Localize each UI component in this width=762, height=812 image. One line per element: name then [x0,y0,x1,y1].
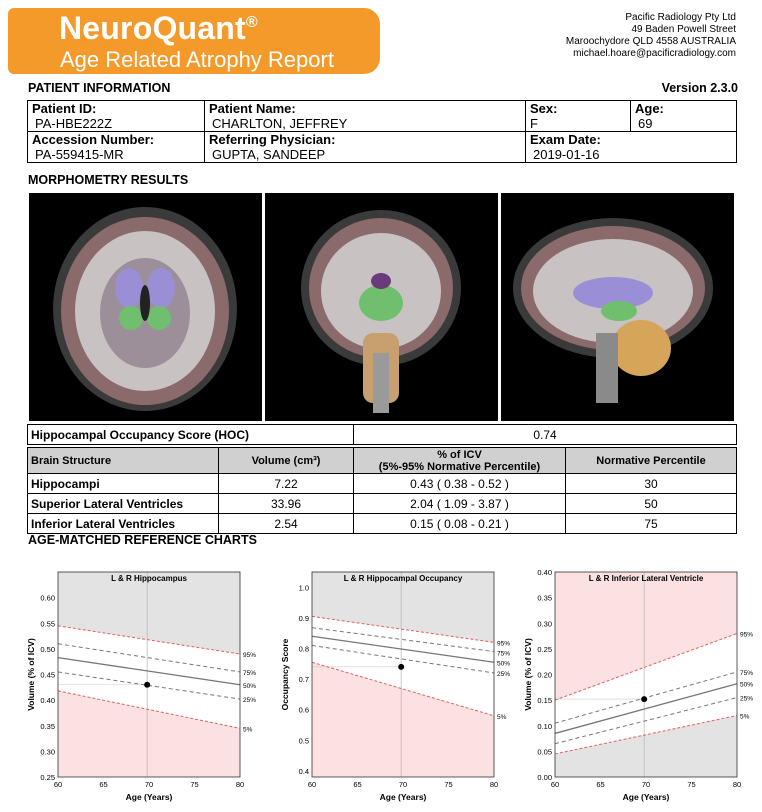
patient-data-point [641,696,647,702]
x-axis-label: Age (Years) [379,792,427,802]
y-tick-label: 0.30 [537,619,552,629]
accession-label: Accession Number: [32,132,155,147]
row-structure: Superior Lateral Ventricles [28,494,219,514]
row-volume: 2.54 [219,514,354,534]
row-volume: 7.22 [219,474,354,494]
section-charts: AGE-MATCHED REFERENCE CHARTS [28,533,257,547]
clinic-address [566,12,736,60]
clinic-street: 49 Baden Powell Street [631,24,736,35]
x-tick-label: 80 [235,780,245,789]
y-tick-label: 0.20 [537,670,552,680]
referring-physician: GUPTA, SANDEEP [212,147,326,162]
y-tick-label: 0.8 [298,644,309,654]
chart-title: L & R Inferior Lateral Ventricle [588,574,704,583]
patient-id-label: Patient ID: [32,101,97,116]
report-subtitle: Age Related Atrophy Report [60,47,334,72]
chart-hippocampal-occupancy [262,560,512,808]
percentile-label: 5% [497,713,507,721]
header-icv-line2: (5%-95% Normative Percentile) [378,460,541,473]
mri-sagittal-image [501,193,734,421]
results-table [27,447,737,534]
chart-hippocampus [8,560,258,808]
sagittal-brain-graphic [501,193,734,421]
table-row [28,474,737,494]
clinic-city: Maroochydore QLD 4558 AUSTRALIA [565,36,736,47]
percentile-label: 50% [740,681,754,689]
header-percentile: Normative Percentile [566,448,737,474]
patient-info-table [27,100,737,163]
row-percentile: 30 [566,474,737,494]
header-structure: Brain Structure [28,448,219,474]
row-percentile: 50 [566,494,737,514]
percentile-label: 25% [243,697,257,705]
y-tick-label: 0.40 [40,696,55,706]
x-tick-label: 75 [687,780,696,789]
y-tick-label: 1.0 [298,583,309,593]
row-icv: 2.04 ( 1.09 - 3.87 ) [354,494,566,514]
x-tick-label: 60 [550,780,560,789]
header-icv [354,448,566,474]
y-tick-label: 0.25 [537,644,552,654]
percentile-label: 75% [243,669,257,677]
patient-data-point [398,664,404,670]
x-tick-label: 75 [190,780,199,789]
patient-name: CHARLTON, JEFFREY [212,116,348,131]
x-tick-label: 75 [444,780,453,789]
percentile-label: 50% [497,660,511,668]
clinic-email[interactable]: michael.hoare@pacificradiology.com [573,48,736,59]
x-tick-label: 70 [144,780,154,789]
x-axis-label: Age (Years) [125,792,173,802]
exam-date-label: Exam Date: [530,132,601,147]
mri-coronal-image [265,193,498,421]
x-tick-label: 65 [99,780,108,789]
sex-label: Sex: [530,101,558,116]
x-tick-label: 80 [732,780,742,789]
y-tick-label: 0.15 [537,696,552,706]
version-label: Version 2.3.0 [661,81,738,95]
percentile-label: 50% [243,682,257,690]
y-tick-label: 0.05 [537,747,552,757]
percentile-label: 95% [740,631,754,639]
header-icv-line1: % of ICV [437,448,482,461]
patient-name-label: Patient Name: [209,101,296,116]
y-tick-label: 0.60 [40,593,55,603]
patient-data-point [144,682,150,688]
row-volume: 33.96 [219,494,354,514]
hoc-label: Hippocampal Occupancy Score (HOC) [28,425,354,445]
y-tick-label: 0.40 [537,568,552,577]
patient-age: 69 [638,116,653,131]
axial-brain-graphic [29,193,262,421]
table-row [28,494,737,514]
row-percentile: 75 [566,514,737,534]
section-morphometry: MORPHOMETRY RESULTS [28,173,189,187]
header-volume: Volume (cm³) [219,448,354,474]
x-tick-label: 70 [641,780,651,789]
section-patient-info: PATIENT INFORMATION [28,81,171,95]
x-tick-label: 80 [489,780,499,789]
x-tick-label: 65 [353,780,362,789]
hoc-table [27,424,737,445]
y-axis-label: Volume (% of ICV) [523,638,533,711]
y-tick-label: 0.45 [40,670,55,680]
percentile-label: 75% [740,669,754,677]
y-tick-label: 0.6 [298,705,309,715]
y-tick-label: 0.7 [298,675,309,685]
x-tick-label: 70 [398,780,408,789]
accession-number: PA-559415-MR [35,147,124,162]
percentile-label: 25% [497,670,511,678]
y-tick-label: 0.55 [40,619,55,629]
x-tick-label: 60 [53,780,63,789]
y-tick-label: 0.9 [298,613,309,623]
x-tick-label: 60 [307,780,317,789]
percentile-label: 95% [243,652,257,659]
y-tick-label: 0.5 [298,736,309,746]
percentile-label: 5% [243,726,253,734]
y-tick-label: 0.00 [537,773,552,782]
neuroquant-logo [8,8,380,74]
y-axis-label: Occupancy Score [280,638,290,711]
patient-id: PA-HBE222Z [35,116,113,131]
percentile-label: 5% [740,713,750,721]
chart-inferior-lateral-ventricle [505,560,755,808]
x-tick-label: 65 [596,780,605,789]
table-row [28,514,737,534]
physician-label: Referring Physician: [209,132,336,147]
percentile-label: 95% [497,640,511,648]
y-tick-label: 0.25 [40,773,55,782]
clinic-name: Pacific Radiology Pty Ltd [625,12,736,23]
y-tick-label: 0.30 [40,747,55,757]
chart-title: L & R Hippocampal Occupancy [343,574,463,583]
y-tick-label: 0.35 [537,593,552,603]
hoc-value: 0.74 [354,425,737,445]
row-icv: 0.43 ( 0.38 - 0.52 ) [354,474,566,494]
mri-axial-image [29,193,262,421]
patient-sex: F [530,116,538,131]
row-structure: Hippocampi [28,474,219,494]
age-label: Age: [635,101,664,116]
y-tick-label: 0.50 [40,644,55,654]
chart-title: L & R Hippocampus [111,574,187,583]
coronal-brain-graphic [265,193,498,421]
y-tick-label: 0.35 [40,721,55,731]
percentile-label: 75% [497,650,511,658]
exam-date: 2019-01-16 [533,147,600,162]
row-structure: Inferior Lateral Ventricles [28,514,219,534]
y-tick-label: 0.10 [537,721,552,731]
brand-title: NeuroQuant® [59,10,258,46]
percentile-label: 25% [740,695,754,703]
x-axis-label: Age (Years) [622,792,670,802]
row-icv: 0.15 ( 0.08 - 0.21 ) [354,514,566,534]
y-tick-label: 0.4 [298,766,309,776]
y-axis-label: Volume (% of ICV) [26,638,36,711]
